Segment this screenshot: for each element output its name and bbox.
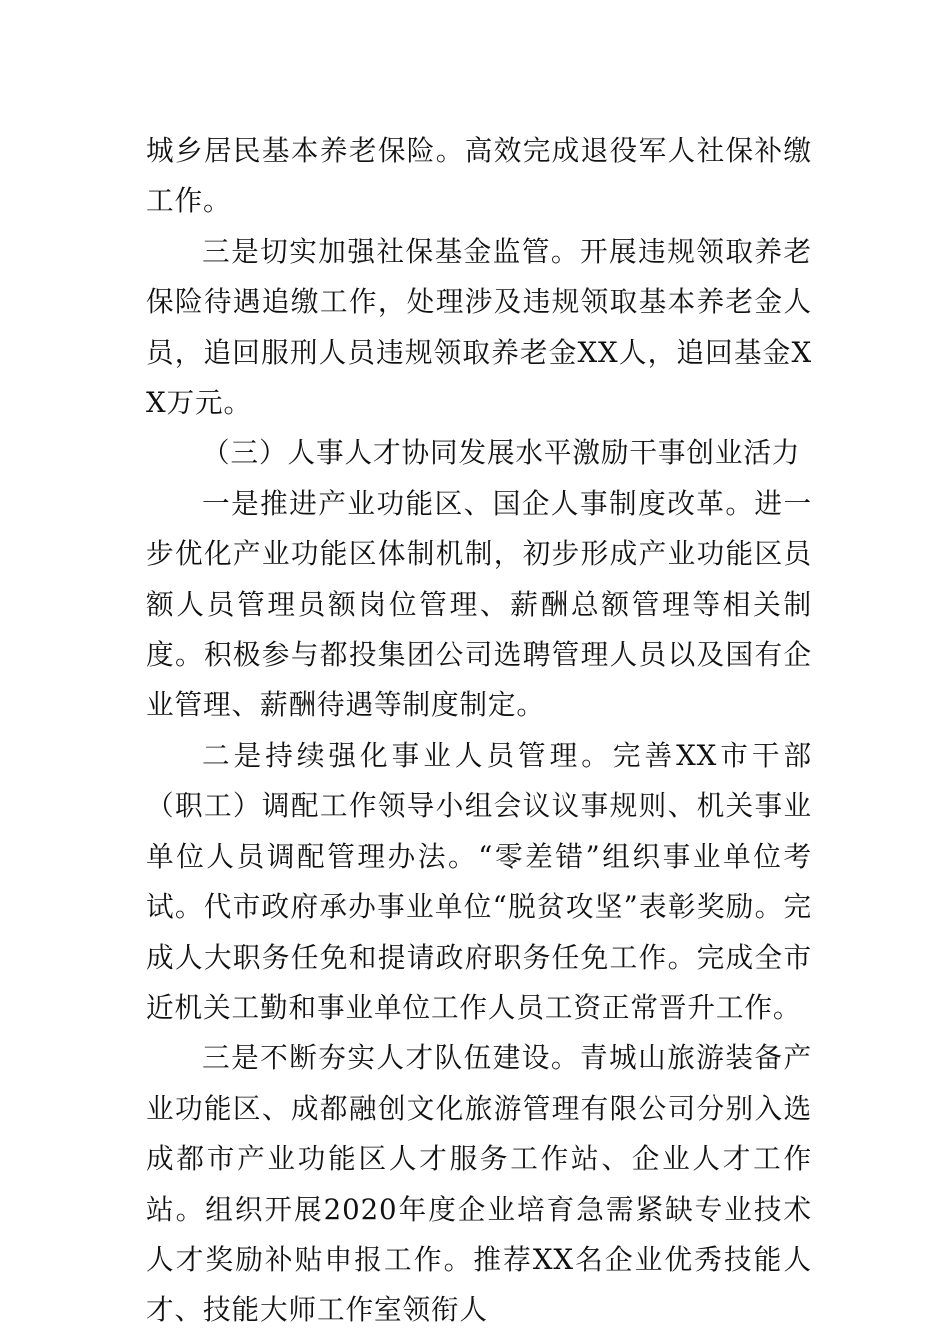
paragraph-fund-supervision: 三是切实加强社保基金监管。开展违规领取养老保险待遇追缴工作，处理涉及违规领取基本养老金人员，追回服刑人员违规领取养老金XX人，追回基金XX万元。 [146, 234, 812, 420]
paragraph-continuation: 城乡居民基本养老保险。高效完成退役军人社保补缴工作。 [146, 134, 812, 218]
document-body [146, 126, 812, 1336]
paragraph-talent-building: 三是不断夯实人才队伍建设。青城山旅游装备产业功能区、成都融创文化旅游管理有限公司分别入选成都市产业功能区人才服务工作站、企业人才工作站。组织开展2020年度企业培育急需紧缺专业技术人才奖励补贴申报工作。推荐XX名企业优秀技能人才、技能大师工作室领衔人 [146, 1041, 812, 1327]
paragraph-staff-management: 二是持续强化事业人员管理。完善XX市干部（职工）调配工作领导小组会议议事规则、机关事业单位人员调配管理办法。“零差错”组织事业单位考试。代市政府承办事业单位“脱贫攻坚”表彰奖励。完成人大职务任免和提请政府职务任免工作。完成全市近机关工勤和事业单位工作人员工资正常晋升工作。 [146, 738, 812, 1024]
section-heading-three: （三）人事人才协同发展水平激励干事创业活力 [202, 436, 801, 470]
paragraph-personnel-reform: 一是推进产业功能区、国企人事制度改革。进一步优化产业功能区体制机制，初步形成产业功能区员额人员管理员额岗位管理、薪酬总额管理等相关制度。积极参与都投集团公司选聘管理人员以及国有企业管理、薪酬待遇等制度制定。 [146, 486, 812, 722]
